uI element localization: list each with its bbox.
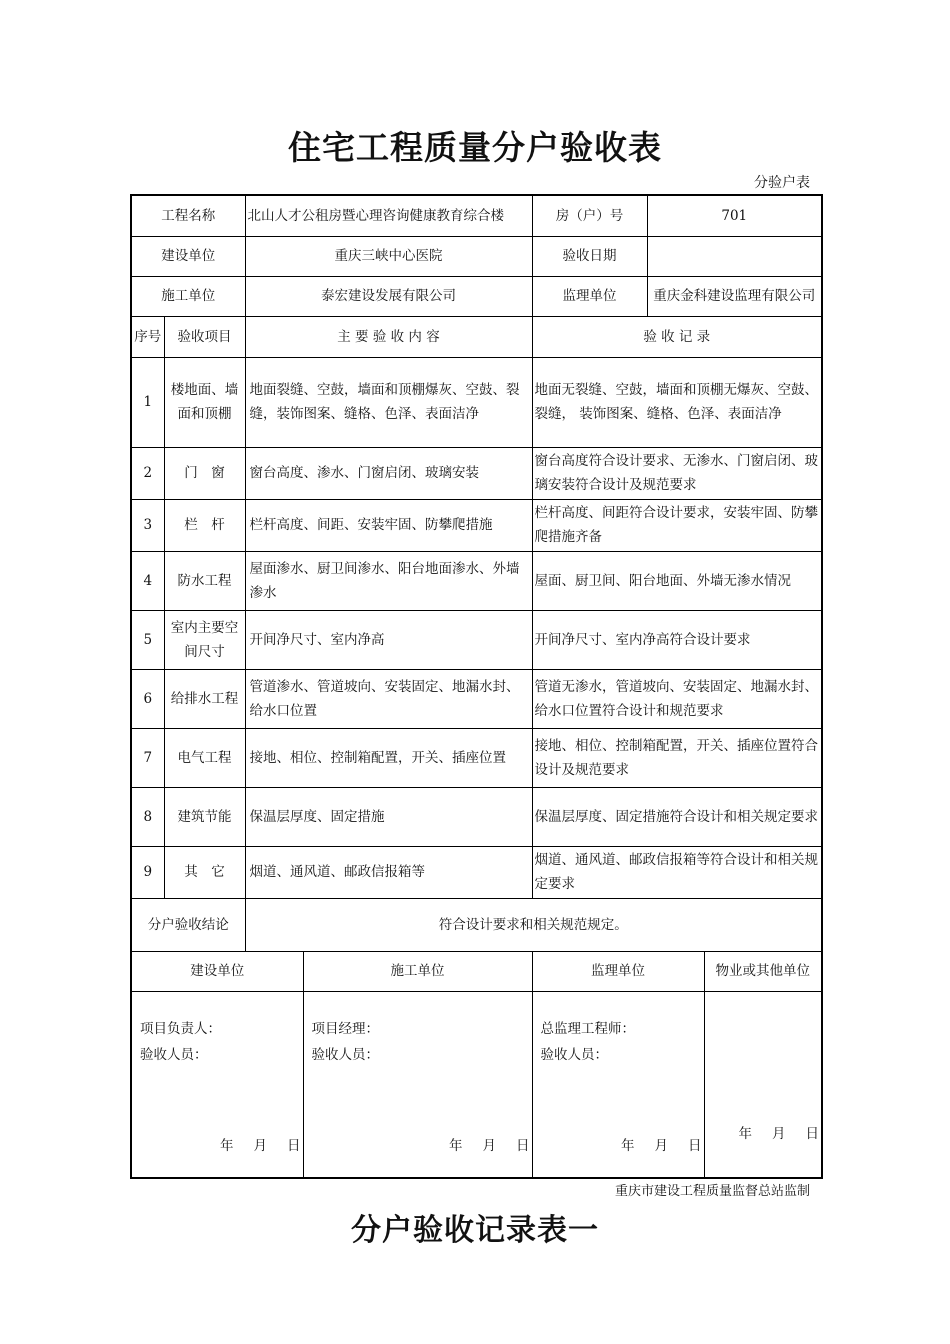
form-title: 住宅工程质量分户验收表 [288, 128, 662, 167]
row-record: 管道无渗水，管道坡向、安装固定、地漏水封、给水口位置符合设计和规范要求 [532, 669, 822, 728]
row-content: 管道渗水、管道坡向、安装固定、地漏水封、给水口位置 [245, 669, 532, 728]
sig-unit-builder: 建设单位 [131, 951, 303, 991]
sig-date [739, 1121, 820, 1147]
table-row [131, 846, 822, 898]
row-record: 屋面、厨卫间、阳台地面、外墙无渗水情况 [532, 551, 822, 610]
header-row-builder [131, 236, 822, 276]
row-number: 6 [131, 669, 164, 728]
table-row [131, 499, 822, 551]
sig-date [621, 1133, 702, 1159]
sig-date-month: 月 [654, 1138, 668, 1154]
sig-date-month: 月 [772, 1126, 786, 1142]
row-record: 烟道、通风道、邮政信报箱等符合设计和相关规定要求 [532, 846, 822, 898]
row-number: 4 [131, 551, 164, 610]
builder-value: 重庆三峡中心医院 [245, 236, 532, 276]
project-name-value: 北山人才公租房暨心理咨询健康教育综合楼 [245, 195, 532, 236]
sig-unit-supervisor: 监理单位 [532, 951, 704, 991]
row-record: 窗台高度符合设计要求、无渗水、门窗启闭、玻璃安装符合设计及规范要求 [532, 447, 822, 499]
sig-line-chief-supervisor: 总监理工程师： [540, 1020, 635, 1037]
row-content: 保温层厚度、固定措施 [245, 787, 532, 846]
row-content: 接地、相位、控制箱配置，开关、插座位置 [245, 728, 532, 787]
column-header-item: 验收项目 [164, 316, 245, 357]
sig-date-day: 日 [805, 1126, 819, 1142]
row-record: 地面无裂缝、空鼓，墙面和顶棚无爆灰、空鼓、裂缝， 装饰图案、缝格、色泽、表面洁净 [532, 357, 822, 447]
sig-unit-property: 物业或其他单位 [704, 951, 822, 991]
row-item: 建筑节能 [164, 787, 245, 846]
signature-row [131, 991, 822, 1178]
sig-date [220, 1133, 301, 1159]
column-header-record: 验 收 记 录 [532, 316, 822, 357]
row-item: 给排水工程 [164, 669, 245, 728]
column-header-row [131, 316, 822, 357]
row-number: 5 [131, 610, 164, 669]
project-name-label: 工程名称 [131, 195, 245, 236]
signature-header-row [131, 951, 822, 991]
table-row [131, 447, 822, 499]
row-item: 门 窗 [164, 447, 245, 499]
supervisor-label: 监理单位 [532, 276, 647, 316]
record-table-title: 分户验收记录表一 [351, 1213, 599, 1248]
row-record: 接地、相位、控制箱配置，开关、插座位置符合设计及规范要求 [532, 728, 822, 787]
row-item: 电气工程 [164, 728, 245, 787]
sig-date-year: 年 [220, 1138, 234, 1154]
sig-date-day: 日 [516, 1138, 530, 1154]
sig-line-inspectors: 验收人员： [540, 1046, 608, 1063]
row-number: 2 [131, 447, 164, 499]
sig-date-year: 年 [738, 1126, 752, 1142]
row-number: 9 [131, 846, 164, 898]
row-number: 8 [131, 787, 164, 846]
row-record: 保温层厚度、固定措施符合设计和相关规定要求 [532, 787, 822, 846]
sig-date-month: 月 [482, 1138, 496, 1154]
row-content: 烟道、通风道、邮政信报箱等 [245, 846, 532, 898]
sig-line-manager: 项目经理： [311, 1020, 379, 1037]
table-row [131, 669, 822, 728]
room-value: 701 [647, 195, 822, 236]
contractor-label: 施工单位 [131, 276, 245, 316]
row-item: 楼地面、墙面和顶棚 [164, 357, 245, 447]
row-item: 室内主要空间尺寸 [164, 610, 245, 669]
row-item: 其 它 [164, 846, 245, 898]
form-type-label: 分验户表 [754, 175, 810, 191]
header-row-project [131, 195, 822, 236]
builder-label: 建设单位 [131, 236, 245, 276]
conclusion-label: 分户验收结论 [131, 898, 245, 951]
row-record: 栏杆高度、间距符合设计要求，安装牢固、防攀爬措施齐备 [532, 499, 822, 551]
row-number: 7 [131, 728, 164, 787]
column-header-no: 序号 [131, 316, 164, 357]
sig-line-responsible: 项目负责人： [140, 1020, 221, 1037]
signature-cell-builder [131, 991, 303, 1178]
sig-unit-contractor: 施工单位 [303, 951, 532, 991]
sig-date-day: 日 [688, 1138, 702, 1154]
row-content: 地面裂缝、空鼓，墙面和顶棚爆灰、空鼓、裂缝，装饰图案、缝格、色泽、表面洁净 [245, 357, 532, 447]
row-content: 开间净尺寸、室内净高 [245, 610, 532, 669]
sig-date-day: 日 [287, 1138, 301, 1154]
row-content: 栏杆高度、间距、安装牢固、防攀爬措施 [245, 499, 532, 551]
row-number: 3 [131, 499, 164, 551]
table-row [131, 728, 822, 787]
row-content: 窗台高度、渗水、门窗启闭、玻璃安装 [245, 447, 532, 499]
header-row-contractor [131, 276, 822, 316]
sig-date-year: 年 [449, 1138, 463, 1154]
conclusion-row [131, 898, 822, 951]
signature-cell-property [704, 991, 822, 1178]
inspection-table [130, 194, 823, 1179]
table-row [131, 787, 822, 846]
contractor-value: 泰宏建设发展有限公司 [245, 276, 532, 316]
column-header-content: 主 要 验 收 内 容 [245, 316, 532, 357]
signature-cell-contractor [303, 991, 532, 1178]
row-record: 开间净尺寸、室内净高符合设计要求 [532, 610, 822, 669]
conclusion-text: 符合设计要求和相关规范规定。 [245, 898, 822, 951]
row-item: 栏 杆 [164, 499, 245, 551]
sig-line-inspectors: 验收人员： [140, 1046, 208, 1063]
room-label: 房（户）号 [532, 195, 647, 236]
supervisor-value: 重庆金科建设监理有限公司 [647, 276, 822, 316]
table-row [131, 551, 822, 610]
row-item: 防水工程 [164, 551, 245, 610]
row-content: 屋面渗水、厨卫间渗水、阳台地面渗水、外墙渗水 [245, 551, 532, 610]
issuing-organization: 重庆市建设工程质量监督总站监制 [614, 1184, 810, 1199]
inspection-date-label: 验收日期 [532, 236, 647, 276]
table-row [131, 357, 822, 447]
table-row [131, 610, 822, 669]
sig-date-month: 月 [253, 1138, 267, 1154]
signature-cell-supervisor [532, 991, 704, 1178]
sig-date-year: 年 [621, 1138, 635, 1154]
sig-line-inspectors: 验收人员： [311, 1046, 379, 1063]
inspection-date-value [647, 236, 822, 276]
sig-date [449, 1133, 530, 1159]
row-number: 1 [131, 357, 164, 447]
